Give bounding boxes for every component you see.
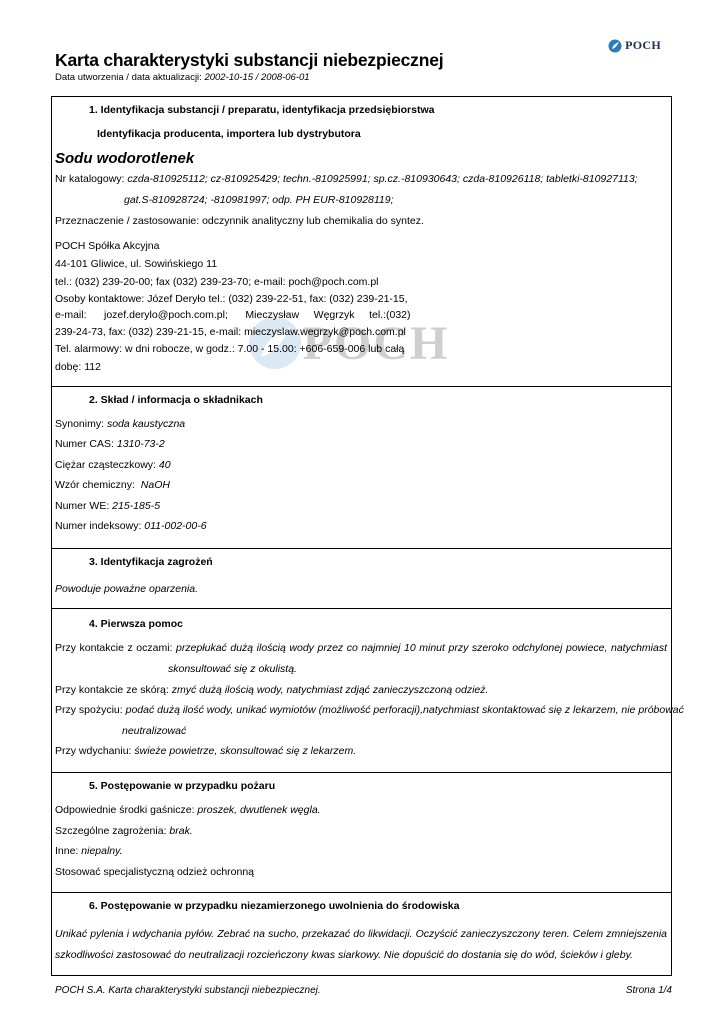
row-value: 40 [158,459,171,471]
release-line-1: Unikać pylenia i wdychania pyłów. Zebrać na sucho, przekazać do likwidacji. Oczyścić zanieczyszczony teren. Celem zmniejszenia [55,928,667,940]
section-divider [51,892,672,893]
use-value: odczynnik analityczny lub chemikalia do syntez. [202,215,424,227]
composition-row [55,459,171,471]
catalog-label: Nr katalogowy: [55,173,125,185]
row-value: NaOH [140,479,170,491]
company-line: e-mail: jozef.derylo@poch.com.pl; Mieczysław Węgrzyk tel.:(032) [55,309,411,321]
dates-value: 2002-10-15 / 2008-06-01 [204,72,310,83]
row-label: Odpowiednie środki gaśnicze: [55,804,198,816]
section-divider [51,386,672,387]
section-1-heading: 1. Identyfikacja substancji / preparatu, identyfikacja przedsiębiorstwa [89,104,435,116]
row-value: 1310-73-2 [116,438,165,450]
fire-extinguishing [55,804,321,816]
use-label: Przeznaczenie / zastosowanie: [55,215,200,227]
company-line: POCH Spółka Akcyjna [55,240,160,252]
page-number: Strona 1/4 [625,985,672,996]
section-3-heading: 3. Identyfikacja zagrożeń [89,556,213,568]
poch-logo [608,38,661,53]
row-label: Przy kontakcie ze skórą: [55,684,172,696]
composition-row [55,438,165,450]
release-line-2: szkodliwości zastosować do neutralizacji rozcieńczony kwas siarkowy. Nie dopuścić do dostania się do wód, ścieków i gleby. [55,949,633,961]
section-1-subheading: Identyfikacja producenta, importera lub dystrybutora [97,128,361,140]
fire-other [55,845,123,857]
row-label: Numer indeksowy: [55,520,145,532]
section-2-heading: 2. Skład / informacja o składnikach [89,394,263,406]
watermark-text: POCH [302,316,450,370]
catalog-values: czda-810925112; cz-810925429; techn.-810925991; sp.cz.-810930643; czda-810926118; tabletki-810927113; [127,173,638,185]
catalog-line-2: gat.S-810928724; -810981997; odp. PH EUR-810928119; [124,194,394,206]
section-divider [51,608,672,609]
row-label: Numer WE: [55,500,113,512]
section-4-heading: 4. Pierwsza pomoc [89,618,183,630]
logo-text: POCH [625,38,661,52]
document-title: Karta charakterystyki substancji niebezpiecznej [55,50,444,70]
row-label: Ciężar cząsteczkowy: [55,459,159,471]
first-aid-inhalation [55,745,356,757]
content-frame [51,96,672,976]
row-value: niepalny. [81,845,123,857]
row-label: Inne: [55,845,82,857]
row-value: soda kaustyczna [106,418,186,430]
catalog-line-1 [55,173,638,185]
company-line: dobę: 112 [55,361,101,373]
row-value: podać dużą ilość wody, unikać wymiotów (możliwość perforacji),natychmiast skontaktować się z lekarzem, nie próbować [125,704,684,716]
hazard-text: Powoduje poważne oparzenia. [55,583,199,595]
row-value: brak. [169,825,193,837]
section-divider [51,772,672,773]
composition-row [55,418,185,430]
row-value: proszek, dwutlenek węgla. [197,804,321,816]
row-label: Numer CAS: [55,438,117,450]
row-label: Szczególne zagrożenia: [55,825,170,837]
first-aid-eyes [55,642,667,654]
composition-row [55,500,160,512]
company-line: Osoby kontaktowe: Józef Deryło tel.: (032) 239-22-51, fax: (032) 239-21-15, [55,293,408,305]
row-label: Przy kontakcie z oczami: [55,642,177,654]
row-value: 011-002-00-6 [144,520,207,532]
company-line: 44-101 Gliwice, ul. Sowińskiego 11 [55,258,218,270]
section-divider [51,548,672,549]
first-aid-ingestion [55,704,684,716]
row-value: przepłukać dużą ilością wody przez co najmniej 10 minut przy szeroko odchylonej powiece, natychmiast [176,642,667,654]
dates-line [55,72,310,83]
row-value: zmyć dużą ilością wody, natychmiast zdjąć zanieczyszczoną odzież. [171,684,489,696]
first-aid-ingestion-cont: neutralizować [122,725,187,737]
first-aid-skin [55,684,488,696]
fire-protection: Stosować specjalistyczną odzież ochronną [55,866,255,878]
company-line: tel.: (032) 239-20-00; fax (032) 239-23-70; e-mail: poch@poch.com.pl [55,276,379,288]
section-5-heading: 5. Postępowanie w przypadku pożaru [89,780,276,792]
section-6-heading: 6. Postępowanie w przypadku niezamierzonego uwolnienia do środowiska [89,900,460,912]
use-line [55,215,424,227]
row-value: 215-185-5 [112,500,161,512]
row-label: Przy wdychaniu: [55,745,135,757]
row-value: świeże powietrze, skonsultować się z lekarzem. [134,745,357,757]
company-line: Tel. alarmowy: w dni robocze, w godz.: 7.00 - 15.00: +606-659-006 lub całą [55,343,405,355]
fire-hazards [55,825,193,837]
first-aid-eyes-cont: skonsultować się z okulistą. [168,663,297,675]
company-line: 239-24-73, fax: (032) 239-21-15, e-mail: mieczyslaw.wegrzyk@poch.com.pl [55,326,406,338]
product-name: Sodu wodorotlenek [55,150,195,167]
footer-left: POCH S.A. Karta charakterystyki substancji niebezpiecznej. [55,985,321,996]
dates-label: Data utworzenia / data aktualizacji: [55,72,202,83]
composition-row [55,479,170,491]
row-label: Wzór chemiczny: [55,479,141,491]
row-label: Synonimy: [55,418,107,430]
row-label: Przy spożyciu: [55,704,126,716]
composition-row [55,520,207,532]
poch-logo-icon [608,39,622,53]
